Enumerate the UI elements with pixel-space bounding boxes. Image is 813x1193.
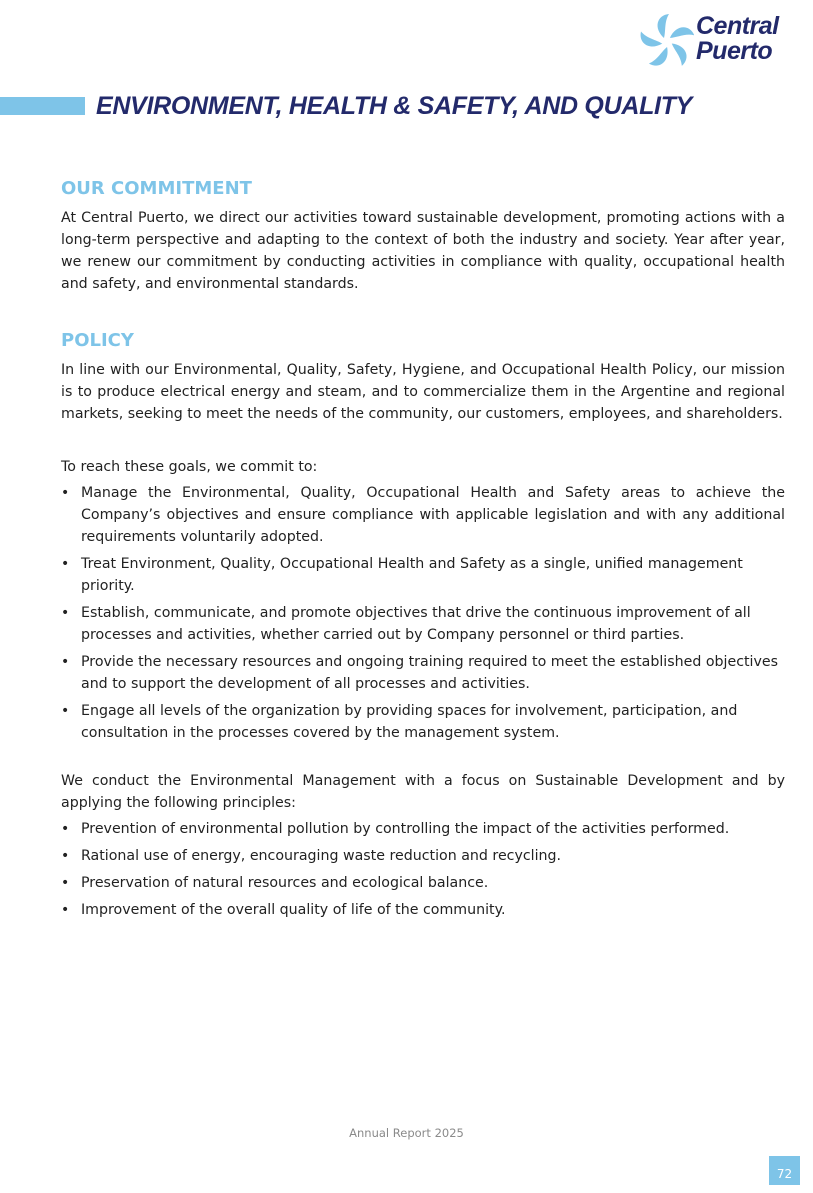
- list-item: • Prevention of environmental pollution by controlling the impact of the activities performed.: [61, 818, 785, 840]
- main-content: [61, 175, 785, 926]
- policy-heading: POLICY: [61, 330, 134, 351]
- goals-list: [61, 482, 785, 744]
- logo-line-2: Puerto: [696, 37, 773, 65]
- list-item: • Rational use of energy, encouraging waste reduction and recycling.: [61, 845, 785, 867]
- page-number: 72: [769, 1156, 800, 1185]
- list-item: • Treat Environment, Quality, Occupational Health and Safety as a single, unified management priority.: [61, 553, 785, 597]
- title-accent-bar: [0, 97, 85, 115]
- logo-wordmark: [696, 14, 779, 64]
- list-item: • Improvement of the overall quality of life of the community.: [61, 899, 785, 921]
- footer-text: Annual Report 2025: [349, 1126, 464, 1140]
- principles-lead: We conduct the Environmental Management with a focus on Sustainable Development and by applying the following principles:: [61, 773, 785, 811]
- list-item: • Engage all levels of the organization by providing spaces for involvement, participation, and consultation in the processes covered by the management system.: [61, 700, 785, 744]
- principles-list: [61, 818, 785, 921]
- commitment-body: At Central Puerto, we direct our activities toward sustainable development, promoting actions with a long-term perspective and adapting to the context of both the industry and society. Year after year, we renew our commitment by conducting activities in compliance with quality, occupational health and safety, and environmental standards.: [61, 210, 785, 292]
- policy-intro: In line with our Environmental, Quality, Safety, Hygiene, and Occupational Health Policy, our mission is to produce electrical energy and steam, and to commercialize them in the Argentine and regional markets, seeking to meet the needs of the community, our customers, employees, and shareholders.: [61, 362, 785, 422]
- list-item: • Preservation of natural resources and ecological balance.: [61, 872, 785, 894]
- commitment-heading: OUR COMMITMENT: [61, 178, 252, 199]
- page-title: ENVIRONMENT, HEALTH & SAFETY, AND QUALITY: [96, 92, 693, 120]
- logo-line-1: Central: [696, 12, 779, 40]
- list-item: • Manage the Environmental, Quality, Occupational Health and Safety areas to achieve the Company’s objectives and ensure compliance with applicable legislation and with any additional requirements voluntarily adopted.: [61, 482, 785, 548]
- list-item: • Provide the necessary resources and ongoing training required to meet the established objectives and to support the development of all processes and activities.: [61, 651, 785, 695]
- pinwheel-logo-icon: [640, 12, 694, 72]
- company-logo: [640, 12, 800, 74]
- goals-lead: To reach these goals, we commit to:: [61, 459, 318, 475]
- list-item: • Establish, communicate, and promote objectives that drive the continuous improvement of all processes and activities, whether carried out by Company personnel or third parties.: [61, 602, 785, 646]
